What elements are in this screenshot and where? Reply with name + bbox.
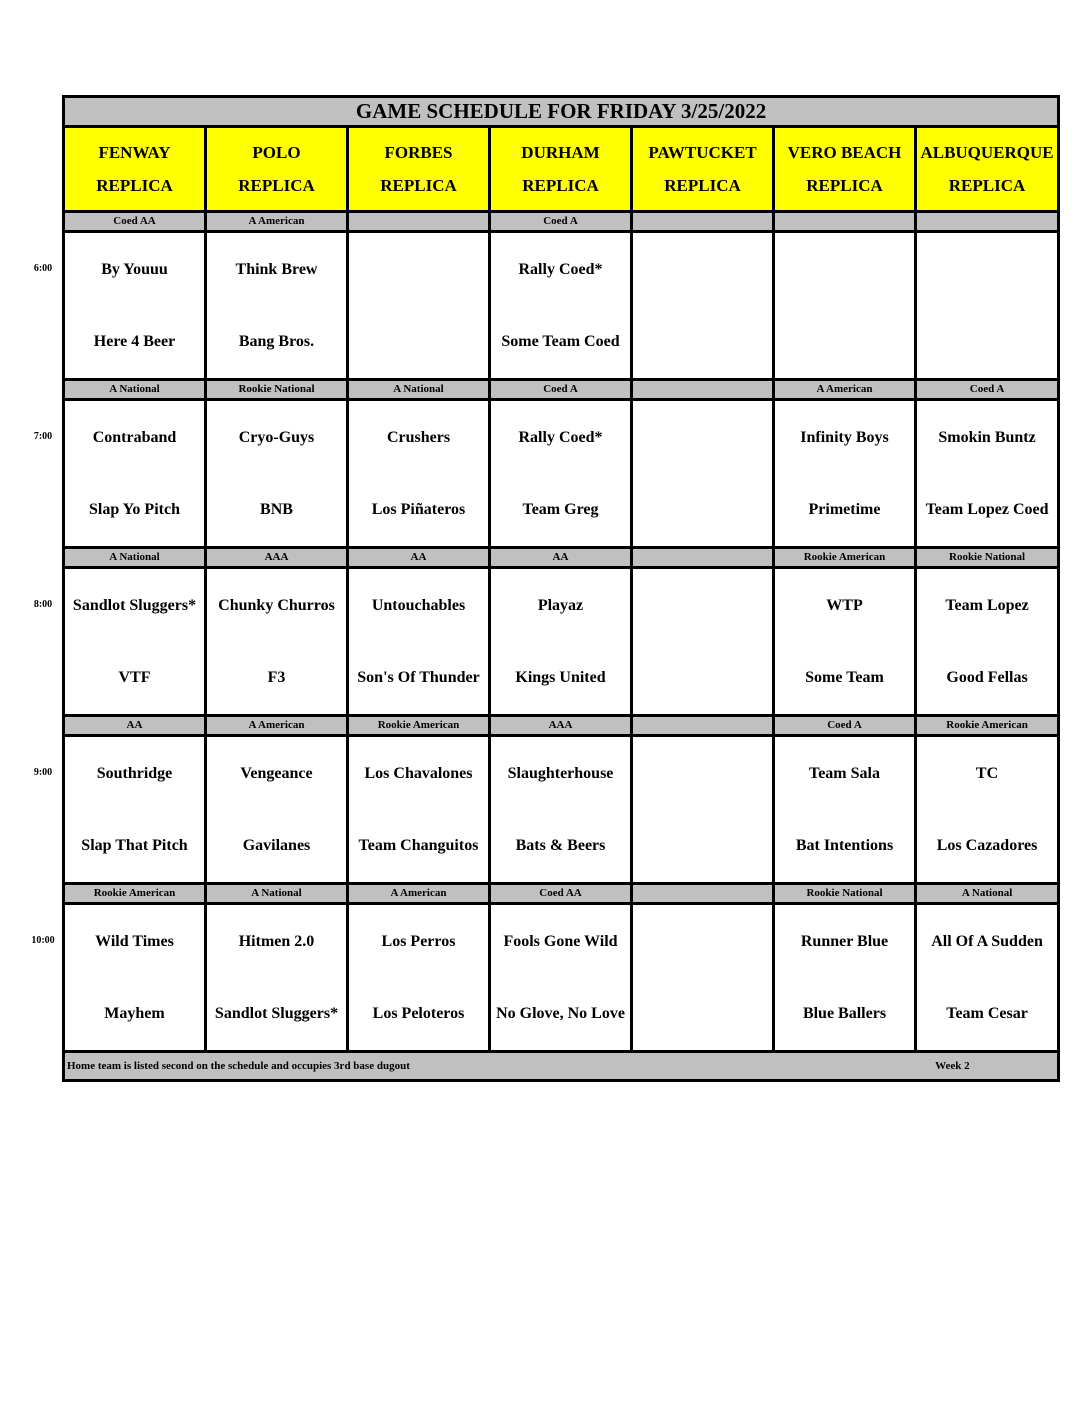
division-label: A National xyxy=(206,884,348,904)
division-label: A National xyxy=(64,380,206,400)
game-cell xyxy=(348,232,490,380)
page-title: GAME SCHEDULE FOR FRIDAY 3/25/2022 xyxy=(64,97,1059,127)
away-team: TC xyxy=(975,764,999,782)
title-row xyxy=(64,97,1059,127)
field-name: DURHAM xyxy=(521,143,600,162)
field-header xyxy=(916,127,1059,212)
home-team xyxy=(349,306,488,378)
home-team xyxy=(917,306,1057,378)
game-cell xyxy=(774,568,916,716)
game-cell xyxy=(490,232,632,380)
division-label: A American xyxy=(348,884,490,904)
field-subtitle: REPLICA xyxy=(380,176,457,195)
division-label: A National xyxy=(348,380,490,400)
division-label: AAA xyxy=(206,548,348,568)
away-team: Contraband xyxy=(92,428,177,446)
away-team: Think Brew xyxy=(235,260,318,278)
away-team: Crushers xyxy=(386,428,451,446)
away-team: Hitmen 2.0 xyxy=(238,932,315,950)
away-team: Smokin Buntz xyxy=(938,428,1036,446)
division-label: Coed AA xyxy=(490,884,632,904)
game-row xyxy=(64,400,1059,548)
away-team: Team Lopez xyxy=(945,596,1029,614)
away-team xyxy=(775,234,914,306)
away-team: Sandlot Sluggers* xyxy=(72,596,197,614)
division-label xyxy=(632,380,774,400)
division-label: A American xyxy=(206,212,348,232)
home-team xyxy=(633,978,772,1050)
division-label xyxy=(632,212,774,232)
game-row xyxy=(64,904,1059,1052)
away-team: All Of A Sudden xyxy=(931,932,1043,950)
home-team: Sandlot Sluggers* xyxy=(214,1004,339,1022)
away-team: Slaughterhouse xyxy=(507,764,614,782)
away-team: Rally Coed* xyxy=(518,428,603,446)
home-team: Blue Ballers xyxy=(802,1004,887,1022)
division-row xyxy=(64,548,1059,568)
away-team: Wild Times xyxy=(95,932,174,950)
home-team xyxy=(633,306,772,378)
game-cell xyxy=(774,232,916,380)
schedule-table xyxy=(62,95,1060,1082)
division-label: Rookie American xyxy=(64,884,206,904)
division-label: Rookie National xyxy=(774,884,916,904)
home-team xyxy=(633,474,772,546)
game-cell xyxy=(774,400,916,548)
game-cell xyxy=(64,232,206,380)
field-header xyxy=(64,127,206,212)
home-team: Bat Intentions xyxy=(795,836,894,854)
division-label: Rookie American xyxy=(916,716,1059,736)
division-label: Rookie National xyxy=(206,380,348,400)
division-row xyxy=(64,212,1059,232)
field-header xyxy=(348,127,490,212)
field-subtitle: REPLICA xyxy=(238,176,315,195)
home-team xyxy=(633,642,772,714)
game-row xyxy=(64,232,1059,380)
game-cell xyxy=(64,400,206,548)
home-team: Bats & Beers xyxy=(515,836,606,854)
time-slot-label: 6:00 xyxy=(33,262,53,274)
away-team: Fools Gone Wild xyxy=(503,932,618,950)
home-team: Some Team xyxy=(805,668,884,686)
game-cell xyxy=(916,904,1059,1052)
away-team xyxy=(633,738,772,810)
away-team: Rally Coed* xyxy=(518,260,603,278)
home-team: Slap That Pitch xyxy=(81,836,188,854)
home-team: Kings United xyxy=(515,668,606,686)
home-team: Team Greg xyxy=(522,500,599,518)
away-team: Vengeance xyxy=(240,764,313,782)
field-subtitle: REPLICA xyxy=(522,176,599,195)
game-cell xyxy=(206,904,348,1052)
game-cell xyxy=(490,400,632,548)
field-subtitle: REPLICA xyxy=(664,176,741,195)
division-label: AA xyxy=(64,716,206,736)
away-team: Los Perros xyxy=(381,932,456,950)
game-cell xyxy=(64,568,206,716)
game-cell xyxy=(774,904,916,1052)
home-team: Los Piñateros xyxy=(371,500,466,518)
away-team: Los Chavalones xyxy=(364,764,473,782)
footer-cell xyxy=(64,1052,1059,1081)
division-row xyxy=(64,380,1059,400)
home-team: VTF xyxy=(118,668,151,686)
home-team: Bang Bros. xyxy=(238,332,315,350)
game-row xyxy=(64,568,1059,716)
game-cell xyxy=(916,736,1059,884)
home-team: Team Cesar xyxy=(946,1004,1028,1022)
home-team xyxy=(775,306,914,378)
home-team: F3 xyxy=(267,668,286,686)
schedule-sheet xyxy=(62,95,1057,1082)
game-cell xyxy=(490,568,632,716)
game-cell xyxy=(632,568,774,716)
away-team: Chunky Churros xyxy=(218,596,335,614)
field-subtitle: REPLICA xyxy=(96,176,173,195)
game-cell xyxy=(348,904,490,1052)
footer-note: Home team is listed second on the schedule and occupies 3rd base dugout xyxy=(67,1060,410,1072)
game-cell xyxy=(490,904,632,1052)
away-team xyxy=(633,234,772,306)
division-label: A American xyxy=(774,380,916,400)
division-row xyxy=(64,884,1059,904)
away-team xyxy=(633,906,772,978)
field-subtitle: REPLICA xyxy=(806,176,883,195)
time-slot-label: 7:00 xyxy=(33,430,53,442)
time-slot-label: 8:00 xyxy=(33,598,53,610)
field-header-row xyxy=(64,127,1059,212)
game-cell xyxy=(206,736,348,884)
division-label xyxy=(774,212,916,232)
division-label: Rookie National xyxy=(916,548,1059,568)
home-team: Primetime xyxy=(808,500,881,518)
away-team: By Youuu xyxy=(101,260,168,278)
away-team: Southridge xyxy=(96,764,173,782)
away-team xyxy=(633,570,772,642)
division-label xyxy=(348,212,490,232)
field-name: FORBES xyxy=(384,143,453,162)
home-team: No Glove, No Love xyxy=(496,1004,625,1022)
field-header xyxy=(206,127,348,212)
division-label xyxy=(632,884,774,904)
field-header xyxy=(774,127,916,212)
game-cell xyxy=(774,736,916,884)
home-team: Some Team Coed xyxy=(501,332,620,350)
game-cell xyxy=(206,568,348,716)
home-team: Good Fellas xyxy=(946,668,1028,686)
division-label: Rookie American xyxy=(348,716,490,736)
division-label xyxy=(916,212,1059,232)
home-team: Los Peloteros xyxy=(372,1004,465,1022)
division-label: AAA xyxy=(490,716,632,736)
division-label: Coed A xyxy=(490,212,632,232)
game-cell xyxy=(916,568,1059,716)
home-team: Son's Of Thunder xyxy=(357,668,480,686)
division-label: Rookie American xyxy=(774,548,916,568)
field-subtitle: REPLICA xyxy=(948,176,1026,195)
division-label: Coed A xyxy=(916,380,1059,400)
game-cell xyxy=(632,232,774,380)
game-cell xyxy=(64,736,206,884)
game-cell xyxy=(632,904,774,1052)
away-team: Cryo-Guys xyxy=(238,428,315,446)
division-label: Coed A xyxy=(490,380,632,400)
game-cell xyxy=(490,736,632,884)
division-label xyxy=(632,716,774,736)
game-cell xyxy=(206,232,348,380)
time-slot-label: 10:00 xyxy=(31,934,55,946)
game-cell xyxy=(916,232,1059,380)
home-team: Gavilanes xyxy=(242,836,311,854)
division-label: Coed A xyxy=(774,716,916,736)
home-team: Here 4 Beer xyxy=(93,332,176,350)
field-header xyxy=(490,127,632,212)
game-cell xyxy=(64,904,206,1052)
field-name: FENWAY xyxy=(98,143,171,162)
home-team: Team Changuitos xyxy=(358,836,479,854)
division-label: A National xyxy=(64,548,206,568)
home-team: BNB xyxy=(260,500,293,518)
away-team: WTP xyxy=(826,596,863,614)
away-team xyxy=(349,234,488,306)
field-name: VERO BEACH xyxy=(787,143,902,162)
field-header xyxy=(632,127,774,212)
game-cell xyxy=(632,400,774,548)
division-row xyxy=(64,716,1059,736)
field-name: POLO xyxy=(252,143,301,162)
game-cell xyxy=(206,400,348,548)
away-team: Untouchables xyxy=(371,596,466,614)
away-team: Infinity Boys xyxy=(800,428,889,446)
game-cell xyxy=(348,400,490,548)
time-slot-label: 9:00 xyxy=(33,766,53,778)
home-team: Slap Yo Pitch xyxy=(89,500,180,518)
away-team xyxy=(633,402,772,474)
division-label: AA xyxy=(490,548,632,568)
home-team: Mayhem xyxy=(104,1004,165,1022)
home-team: Team Lopez Coed xyxy=(925,500,1049,518)
division-label: A American xyxy=(206,716,348,736)
division-label: Coed AA xyxy=(64,212,206,232)
division-label: A National xyxy=(916,884,1059,904)
week-label: Week 2 xyxy=(935,1060,970,1072)
field-name: PAWTUCKET xyxy=(648,143,757,162)
division-label xyxy=(632,548,774,568)
game-cell xyxy=(632,736,774,884)
away-team xyxy=(917,234,1057,306)
game-cell xyxy=(348,568,490,716)
away-team: Playaz xyxy=(537,596,584,614)
away-team: Runner Blue xyxy=(800,932,889,950)
home-team xyxy=(633,810,772,882)
division-label: AA xyxy=(348,548,490,568)
field-name: ALBUQUERQUE xyxy=(920,143,1054,162)
footer-row xyxy=(64,1052,1059,1081)
home-team: Los Cazadores xyxy=(936,836,1038,854)
game-cell xyxy=(916,400,1059,548)
game-row xyxy=(64,736,1059,884)
game-cell xyxy=(348,736,490,884)
away-team: Team Sala xyxy=(809,764,880,782)
